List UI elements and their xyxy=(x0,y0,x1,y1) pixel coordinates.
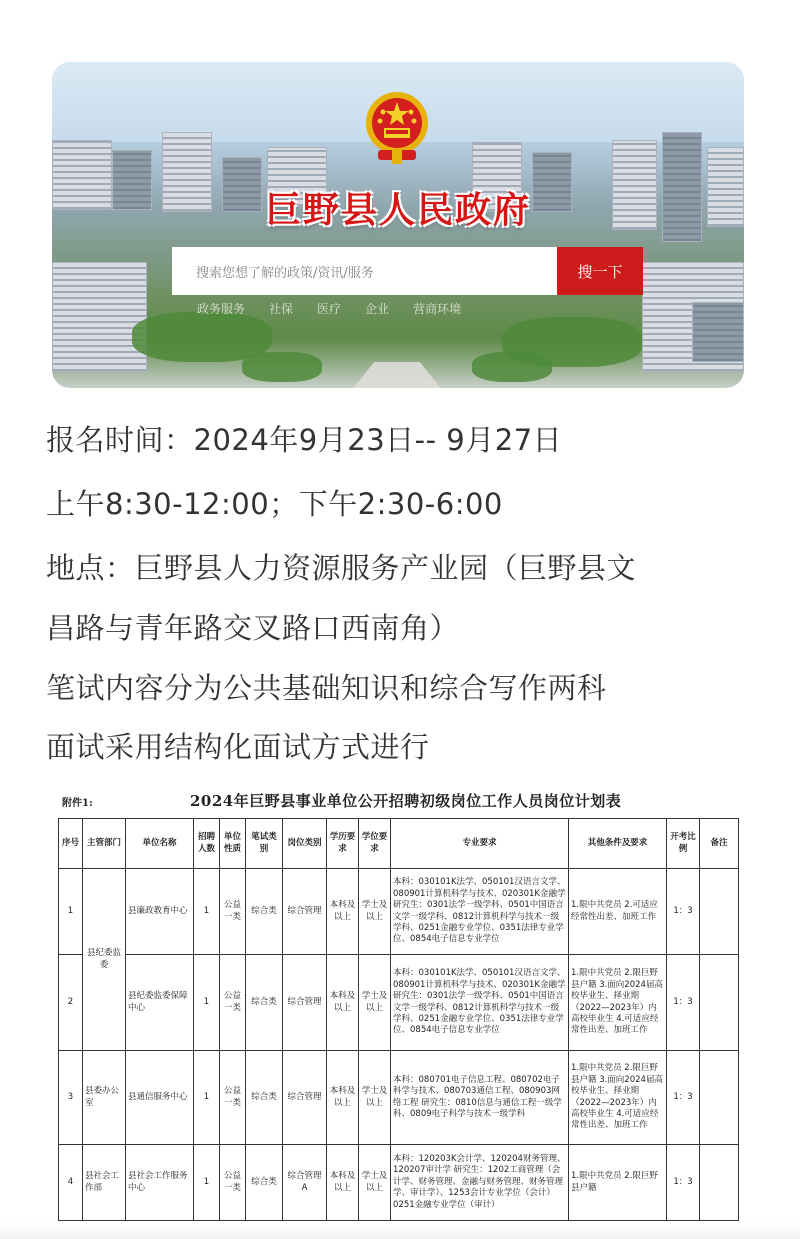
cell-edu: 本科及以上 xyxy=(327,1145,359,1221)
col-header: 学历要求 xyxy=(327,819,359,869)
col-header: 学位要求 xyxy=(359,819,391,869)
cell-edu: 本科及以上 xyxy=(327,869,359,955)
building xyxy=(52,262,147,372)
cell-other: 1.限中共党员 2.可适应经常性出差、加班工作 xyxy=(569,869,667,955)
written-exam-info: 笔试内容分为公共基础知识和综合写作两科 xyxy=(46,671,607,705)
cell-note xyxy=(700,955,739,1051)
gov-banner xyxy=(52,62,744,388)
search-button[interactable]: 搜一下 xyxy=(557,247,643,295)
quick-link[interactable]: 社保 xyxy=(269,302,294,316)
bottom-fade xyxy=(0,1222,800,1239)
registration-hours: 上午8:30-12:00；下午2:30-6:00 xyxy=(46,487,503,521)
cell-unit: 县廉政教育中心 xyxy=(126,869,194,955)
national-emblem-icon xyxy=(364,90,430,164)
cell-exam: 综合类 xyxy=(246,1051,283,1145)
central-plaza xyxy=(302,362,492,388)
cell-ratio: 1：3 xyxy=(667,955,700,1051)
quick-links xyxy=(197,300,461,317)
cell-other: 1.限中共党员 2.限巨野县户籍 3.面向2024届高校毕业生、择业期（2022—2023年）内高校毕业生 4.可适应经常性出差、加班工作 xyxy=(569,1051,667,1145)
cell-note xyxy=(700,1145,739,1221)
cell-degree: 学士及以上 xyxy=(359,1145,391,1221)
cell-exam: 综合类 xyxy=(246,955,283,1051)
gov-title: 巨野县人民政府 xyxy=(264,189,531,231)
registration-time: 报名时间：2024年9月23日-- 9月27日 xyxy=(46,423,563,457)
col-header: 其他条件及要求 xyxy=(569,819,667,869)
quick-link[interactable]: 政务服务 xyxy=(197,302,246,316)
col-header: 笔试类别 xyxy=(246,819,283,869)
cell-dept: 县纪委监委 xyxy=(83,869,126,1051)
plan-title: 2024年巨野县事业单位公开招聘初级岗位工作人员岗位计划表 xyxy=(190,792,622,810)
cell-count: 1 xyxy=(194,869,220,955)
quick-link[interactable]: 企业 xyxy=(365,302,390,316)
interview-info: 面试采用结构化面试方式进行 xyxy=(46,730,430,764)
cell-other: 1.限中共党员 2.限巨野县户籍 xyxy=(569,1145,667,1221)
col-header: 主管部门 xyxy=(83,819,126,869)
registration-location-cont: 昌路与青年路交叉路口西南角） xyxy=(46,611,460,645)
registration-location: 地点：巨野县人力资源服务产业园（巨野县文 xyxy=(46,551,637,585)
col-header: 备注 xyxy=(700,819,739,869)
quick-link[interactable]: 医疗 xyxy=(317,302,342,316)
cell-major: 本科：030101K法学、050101汉语言文学、080901计算机科学与技术、020301K金融学 研究生：0301法学一级学科、0501中国语言文学一级学科、0812计算机科学与技术一级学科、0251金融专业学位、0351法律专业学位、0854电子信息专业学位 xyxy=(391,955,569,1051)
cell-unit: 县纪委监委保障中心 xyxy=(126,955,194,1051)
cell-major: 本科：080701电子信息工程、080702电子科学与技术、080703通信工程、080903网络工程 研究生：0810信息与通信工程一级学科、0809电子科学与技术一级学科 xyxy=(391,1051,569,1145)
table-row xyxy=(59,869,739,955)
cell-unit: 县社会工作服务中心 xyxy=(126,1145,194,1221)
cell-dept: 县社会工作部 xyxy=(83,1145,126,1221)
cell-post: 综合管理 xyxy=(283,869,327,955)
cell-dept: 县委办公室 xyxy=(83,1051,126,1145)
cell-ratio: 1：3 xyxy=(667,1145,700,1221)
cell-degree: 学士及以上 xyxy=(359,1051,391,1145)
cell-count: 1 xyxy=(194,955,220,1051)
search-input[interactable] xyxy=(172,247,557,295)
cell-degree: 学士及以上 xyxy=(359,869,391,955)
cell-other: 1.限中共党员 2.限巨野县户籍 3.面向2024届高校毕业生、择业期（2022—2023年）内高校毕业生 4.可适应经常性出差、加班工作 xyxy=(569,955,667,1051)
cell-edu: 本科及以上 xyxy=(327,955,359,1051)
cell-ratio: 1：3 xyxy=(667,869,700,955)
col-header: 单位性质 xyxy=(220,819,246,869)
building xyxy=(692,302,744,362)
table-row xyxy=(59,1051,739,1145)
cell-note xyxy=(700,869,739,955)
cell-unit: 县通信服务中心 xyxy=(126,1051,194,1145)
cell-post: 综合管理A xyxy=(283,1145,327,1221)
plan-table xyxy=(58,818,739,1221)
cell-count: 1 xyxy=(194,1051,220,1145)
attachment-label: 附件1: xyxy=(62,798,93,809)
col-header: 单位名称 xyxy=(126,819,194,869)
cell-no: 3 xyxy=(59,1051,83,1145)
cell-exam: 综合类 xyxy=(246,869,283,955)
cell-no: 4 xyxy=(59,1145,83,1221)
col-header: 开考比例 xyxy=(667,819,700,869)
col-header: 序号 xyxy=(59,819,83,869)
cell-post: 综合管理 xyxy=(283,955,327,1051)
cell-note xyxy=(700,1051,739,1145)
cell-exam: 综合类 xyxy=(246,1145,283,1221)
cell-ratio: 1：3 xyxy=(667,1051,700,1145)
search-placeholder: 搜索您想了解的政策/资讯/服务 xyxy=(196,265,374,281)
cell-nature: 公益一类 xyxy=(220,1051,246,1145)
col-header: 岗位类别 xyxy=(283,819,327,869)
cell-post: 综合管理 xyxy=(283,1051,327,1145)
cell-major: 本科：120203K会计学、120204财务管理、120207审计学 研究生：1202工商管理（会计学、财务管理、金融与财务管理、财务管理学、审计学）、1253会计专业学位（会计）0251金融专业学位（审计） xyxy=(391,1145,569,1221)
table-header-row xyxy=(59,819,739,869)
cell-no: 1 xyxy=(59,869,83,955)
col-header: 招聘人数 xyxy=(194,819,220,869)
cell-nature: 公益一类 xyxy=(220,869,246,955)
table-row xyxy=(59,1145,739,1221)
cell-edu: 本科及以上 xyxy=(327,1051,359,1145)
greenery xyxy=(242,352,322,382)
cell-nature: 公益一类 xyxy=(220,955,246,1051)
recruitment-plan xyxy=(58,788,738,1210)
col-header: 专业要求 xyxy=(391,819,569,869)
cell-major: 本科：030101K法学、050101汉语言文学、080901计算机科学与技术、020301K金融学 研究生：0301法学一级学科、0501中国语言文学一级学科、0812计算机科学与技术一级学科、0251金融专业学位、0351法律专业学位、0854电子信息专业学位 xyxy=(391,869,569,955)
cell-no: 2 xyxy=(59,955,83,1051)
greenery xyxy=(472,352,552,382)
cell-count: 1 xyxy=(194,1145,220,1221)
quick-link[interactable]: 营商环境 xyxy=(413,302,462,316)
table-row xyxy=(59,955,739,1051)
cell-nature: 公益一类 xyxy=(220,1145,246,1221)
cell-degree: 学士及以上 xyxy=(359,955,391,1051)
